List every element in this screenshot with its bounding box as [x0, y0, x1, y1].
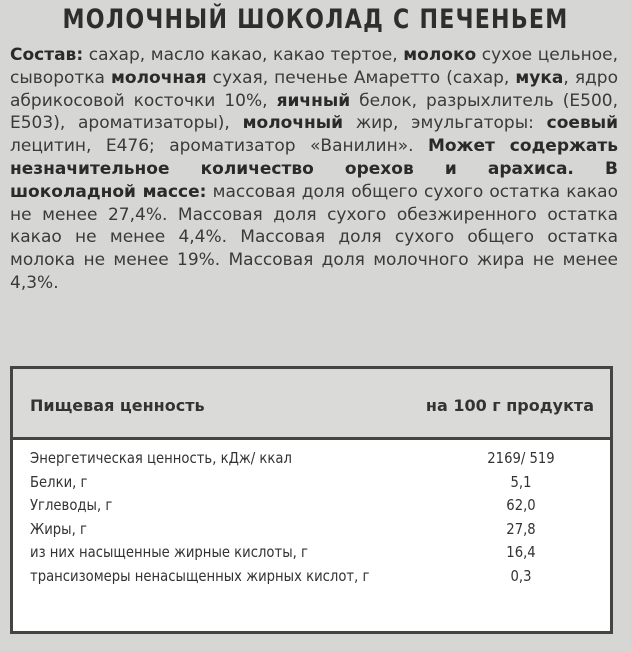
composition-text-part: , ядро абрикосовой косточки 10%,: [10, 67, 619, 111]
nutrient-value: 62,0: [506, 496, 536, 514]
allergen-egg: яичный: [276, 90, 351, 111]
nutrient-value: 16,4: [506, 543, 536, 561]
nutrient-name: Белки, г: [30, 472, 88, 491]
page-title: МОЛОЧНЫЙ ШОКОЛАД С ПЕЧЕНЬЕМ: [62, 4, 569, 35]
nutrition-rows: [13, 449, 610, 590]
nutrient-value: 27,8: [506, 519, 536, 538]
nutrient-name: Углеводы, г: [30, 496, 113, 514]
table-row: [13, 496, 610, 520]
table-row: [13, 567, 610, 591]
composition-text-part: белок, разрыхлитель (Е500, Е503), ароматизаторы),: [10, 90, 618, 134]
table-row: [13, 449, 610, 473]
allergen-flour: мука: [515, 67, 564, 88]
nutrient-value: 5,1: [510, 472, 532, 491]
composition-text-part: массовая доля общего сухого остатка какао не менее 27,4%. Массовая доля сухого обезжиренного остатка какао не менее 4,4%. Массовая доля сухого общего остатка молока не менее 19%. Массовая доля молочного жира не менее 4,3%.: [10, 181, 618, 293]
nutrient-name: трансизомеры ненасыщенных жирных кислот, г: [30, 566, 370, 585]
nutrition-table-header: [13, 369, 610, 440]
composition-label: Состав:: [10, 45, 84, 65]
composition-text: [10, 44, 618, 295]
table-row: [13, 543, 610, 567]
allergen-soy: соевый: [546, 113, 618, 134]
nutrition-table: [10, 366, 613, 634]
composition-text-part: сухое цельное, сыворотка: [10, 45, 618, 88]
nutrient-name: Жиры, г: [30, 519, 87, 538]
allergen-milk: молочная: [111, 67, 207, 88]
table-row: [13, 473, 610, 497]
table-row: [13, 520, 610, 544]
allergen-warning: Может содержать незначительное количество орехов и арахиса. В шоколадной массе:: [10, 136, 618, 202]
nutrition-header-label: Пищевая ценность: [30, 396, 205, 415]
composition-text-part: жир, эмульгаторы:: [343, 113, 547, 134]
allergen-milk: молочный: [242, 113, 344, 134]
nutrient-value: 2169/ 519: [487, 449, 555, 467]
nutrition-header-unit: на 100 г продукта: [425, 396, 594, 415]
allergen-milk: молоко: [403, 45, 477, 65]
composition-paragraph: [10, 44, 618, 295]
nutrient-value: 0,3: [510, 566, 532, 585]
nutrient-name: Энергетическая ценность, кДж/ ккал: [30, 449, 292, 467]
composition-text-part: сахар, масло какао, какао тертое,: [83, 45, 404, 65]
composition-text-part: лецитин, Е476; ароматизатор «Ванилин».: [10, 136, 428, 157]
nutrient-name: из них насыщенные жирные кислоты, г: [30, 543, 308, 561]
composition-text-part: сухая, печенье Амаретто (сахар,: [206, 67, 516, 88]
